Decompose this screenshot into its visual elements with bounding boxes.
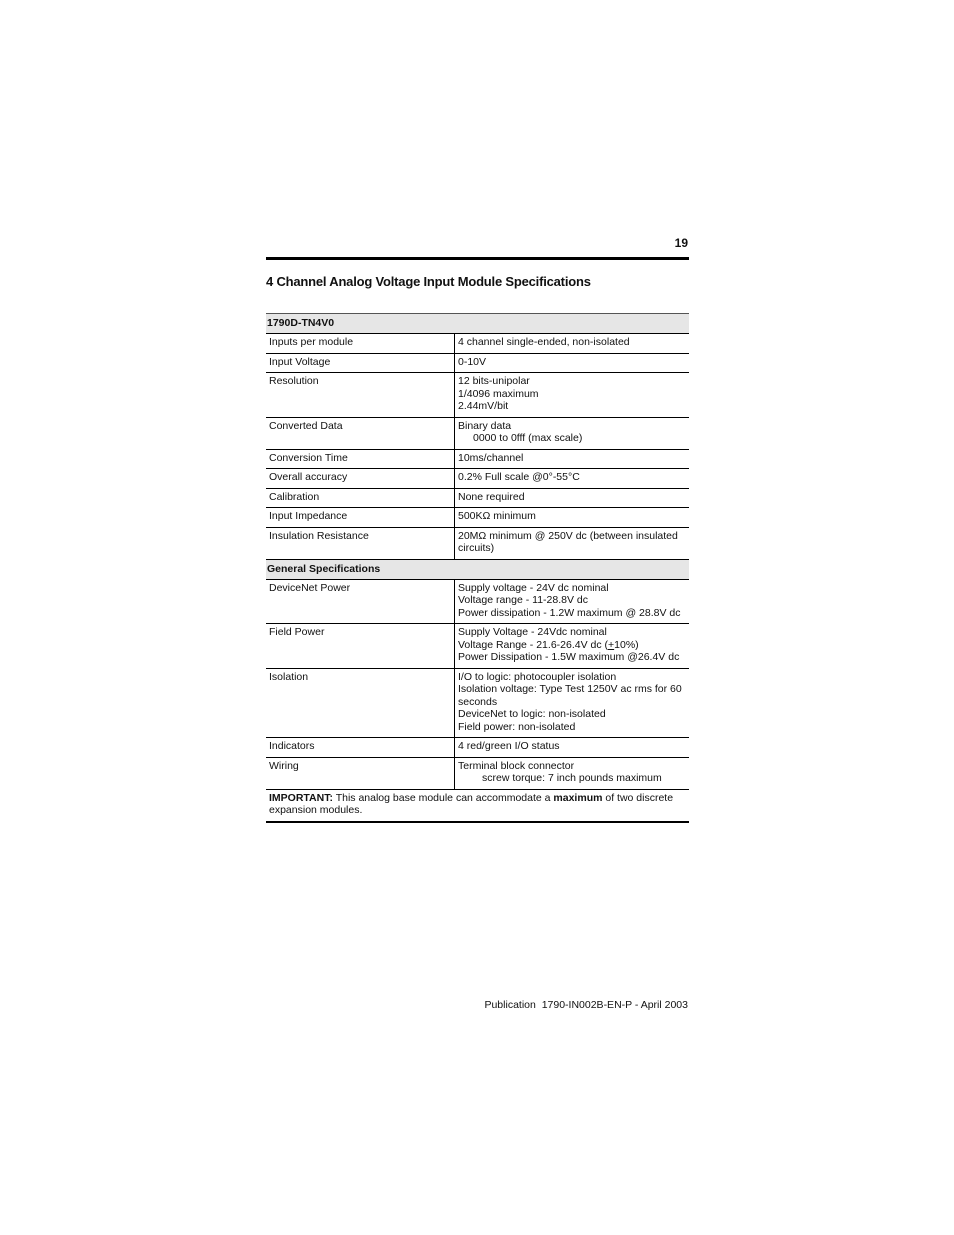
spec-label: Field Power — [266, 624, 455, 669]
spec-value — [455, 527, 690, 559]
spec-value-line: 0.2% Full scale @0°-55°C — [458, 471, 580, 483]
spec-value — [455, 579, 690, 624]
table-row — [266, 469, 689, 489]
spec-value-line: Binary data — [458, 419, 512, 432]
spec-value-line: seconds — [458, 695, 498, 708]
spec-label: Indicators — [266, 738, 455, 758]
spec-value-line: I/O to logic: photocoupler isolation — [458, 670, 617, 683]
table-row — [266, 508, 689, 528]
spec-label: Calibration — [266, 488, 455, 508]
model-header-row — [266, 314, 689, 334]
table-row — [266, 757, 689, 789]
spec-value — [455, 373, 690, 418]
spec-value-line — [458, 639, 686, 652]
voltage-range-tolerance: 10%) — [614, 638, 639, 651]
spec-value — [455, 757, 690, 789]
spec-value — [455, 668, 690, 738]
important-text: of two discrete expansion modules. — [269, 791, 674, 816]
spec-value — [455, 417, 690, 449]
spec-value-line: 500KΩ minimum — [458, 510, 536, 522]
spec-value — [455, 738, 690, 758]
table-row — [266, 738, 689, 758]
spec-value-line: 0000 to 0fff (max scale) — [473, 432, 583, 444]
spec-value — [455, 334, 690, 354]
spec-value-line: circuits) — [458, 542, 495, 554]
spec-value — [455, 624, 690, 669]
spec-value-line: 4 channel single-ended, non-isolated — [458, 336, 630, 348]
table-row — [266, 668, 689, 738]
spec-label: Overall accuracy — [266, 469, 455, 489]
spec-value-line: 12 bits-unipolar — [458, 375, 530, 387]
spec-value-line: DeviceNet to logic: non-isolated — [458, 708, 606, 720]
spec-value-line: 10ms/channel — [458, 451, 524, 464]
spec-label: Conversion Time — [266, 449, 455, 469]
spec-value-line: None required — [458, 490, 525, 503]
table-row — [266, 624, 689, 669]
important-text: This analog base module can accommodate a — [332, 791, 554, 804]
spec-value — [455, 469, 690, 489]
general-header-row — [266, 559, 689, 579]
spec-table — [266, 313, 689, 823]
publication-footer — [440, 999, 688, 1011]
spec-label: Wiring — [266, 757, 455, 789]
section-title: 4 Channel Analog Voltage Input Module Specifications — [266, 274, 591, 289]
spec-value-line: Power dissipation - 1.2W maximum @ 28.8V dc — [458, 606, 681, 619]
spec-label: Insulation Resistance — [266, 527, 455, 559]
spec-label: Inputs per module — [266, 334, 455, 354]
important-emphasis: maximum — [553, 791, 603, 804]
spec-value — [455, 353, 690, 373]
spec-value — [455, 508, 690, 528]
table-row — [266, 579, 689, 624]
spec-value-line: screw torque: 7 inch pounds maximum — [482, 772, 662, 784]
publication-label: Publication — [484, 999, 536, 1011]
spec-value-line: 20MΩ minimum @ 250V dc (between insulated — [458, 529, 678, 542]
spec-value-line: 1/4096 maximum — [458, 387, 539, 400]
spec-label: Isolation — [266, 668, 455, 738]
spec-value-line: 2.44mV/bit — [458, 400, 509, 412]
table-row — [266, 488, 689, 508]
spec-label: Converted Data — [266, 417, 455, 449]
important-note — [266, 789, 689, 822]
spec-value-line: Field power: non-isolated — [458, 720, 576, 733]
spec-value-line: Isolation voltage: Type Test 1250V ac rms for 60 — [458, 683, 682, 695]
publication-id: 1790-IN002B-EN-P - April 2003 — [541, 999, 688, 1011]
spec-label: Resolution — [266, 373, 455, 418]
spec-label: DeviceNet Power — [266, 579, 455, 624]
spec-value-line: Voltage range - 11-28.8V dc — [458, 594, 588, 606]
table-row — [266, 353, 689, 373]
table-row — [266, 373, 689, 418]
spec-value-line: Supply voltage - 24V dc nominal — [458, 581, 609, 594]
model-header: 1790D-TN4V0 — [266, 314, 689, 334]
spec-value — [455, 488, 690, 508]
plus-minus-symbol: + — [608, 638, 615, 651]
table-row — [266, 449, 689, 469]
spec-value — [455, 449, 690, 469]
table-row — [266, 417, 689, 449]
voltage-range-text: Voltage Range - 21.6-26.4V dc ( — [458, 638, 609, 651]
page-number: 19 — [674, 236, 688, 250]
header-rule — [266, 257, 689, 260]
general-header: General Specifications — [266, 559, 689, 579]
important-note-row — [266, 789, 689, 822]
spec-value-line: Power Dissipation - 1.5W maximum @26.4V dc — [458, 651, 680, 663]
table-row — [266, 334, 689, 354]
spec-label: Input Impedance — [266, 508, 455, 528]
spec-value-line: Supply Voltage - 24Vdc nominal — [458, 626, 607, 638]
spec-value-line: 0-10V — [458, 355, 487, 368]
spec-value-line: 4 red/green I/O status — [458, 740, 560, 752]
table-row — [266, 527, 689, 559]
spec-label: Input Voltage — [266, 353, 455, 373]
important-label: IMPORTANT: — [269, 791, 333, 804]
spec-value-line: Terminal block connector — [458, 759, 575, 772]
